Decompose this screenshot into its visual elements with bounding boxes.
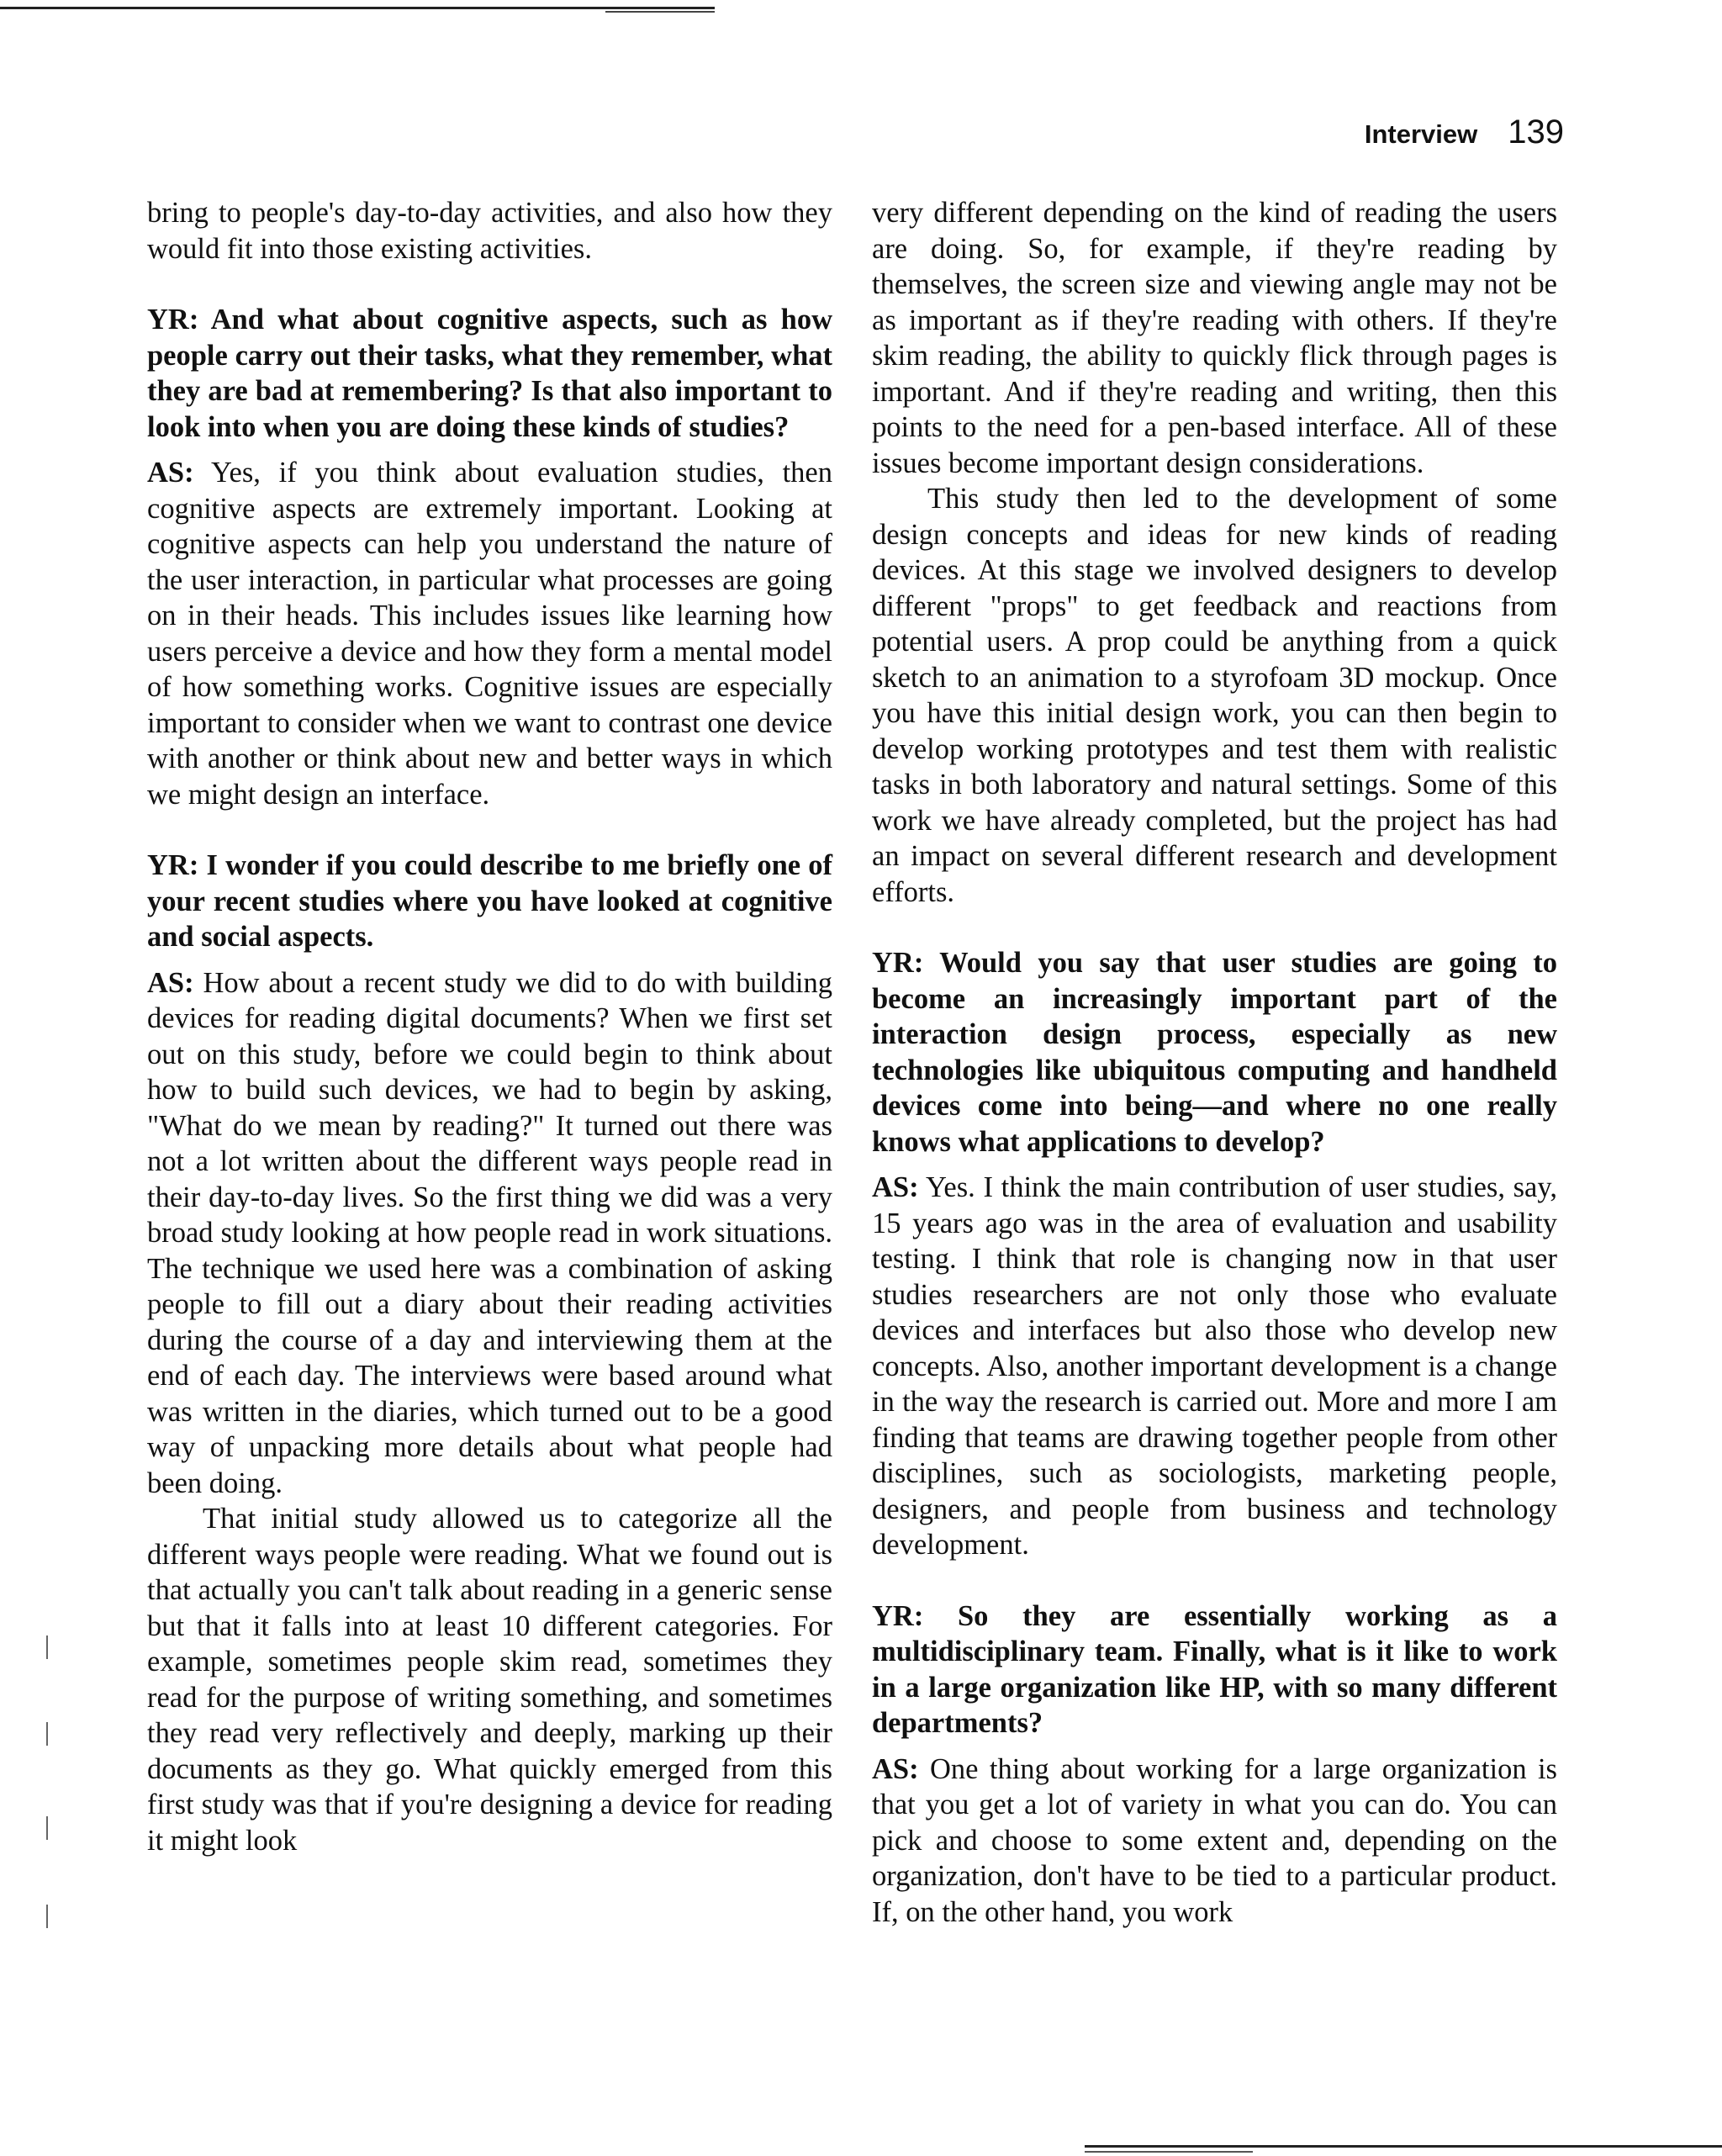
- speaker-label: AS:: [872, 1171, 919, 1203]
- page-header: [1345, 114, 1564, 156]
- margin-mark: [46, 1905, 48, 1928]
- margin-mark: [46, 1816, 48, 1840]
- answer: [872, 1752, 1557, 1931]
- speaker-label: AS:: [147, 966, 194, 999]
- margin-mark: [46, 1635, 48, 1659]
- right-column: [872, 195, 1557, 1930]
- margin-mark: [46, 1722, 48, 1746]
- bottom-rule-accent: [1085, 2151, 1253, 2153]
- paragraph: very different depending on the kind of reading the users are doing. So, for example, if they're reading by themselves, the screen size and viewing angle may not be as important as if they're reading with others. If they're skim reading, the ability to quickly flick through pages is important. And if they're reading and writing, then this points to the need for a pen-based interface. All of these issues become important design considerations.: [872, 197, 1557, 479]
- page-number: 139: [1508, 114, 1564, 151]
- top-rule: [0, 7, 715, 9]
- answer-text: Yes, if you think about evaluation studies, then cognitive aspects are extremely important. Looking at cognitive aspects can help you understand the nature of the user interaction, in particular what processes are going on in their heads. This includes issues like learning how users perceive a device and how they form a mental model of how something works. Cognitive issues are especially important to consider when we want to contrast one device with another or think about new and better ways in which we might design an interface.: [147, 457, 832, 811]
- question: YR: So they are essentially working as a multidisciplinary team. Finally, what is it like to work in a large organization like HP, with so many different departments?: [872, 1599, 1557, 1739]
- question: YR: Would you say that user studies are going to become an increasingly important part of the interaction design process, especially as new technologies like ubiquitous computing and handheld devices come into being—and where no one really knows what applications to develop?: [872, 947, 1557, 1158]
- left-column: [147, 195, 832, 1858]
- bottom-rule: [1085, 2145, 1722, 2148]
- answer-text: Yes. I think the main contribution of user studies, say, 15 years ago was in the area of evaluation and usability testing. I think that role is changing now in that user studies researchers are not only those who evaluate devices and interfaces but also those who develop new concepts. Also, another important development is a change in the way the research is carried out. More and more I am finding that teams are drawing together people from other disciplines, such as sociologists, marketing people, designers, and people from business and technology development.: [872, 1171, 1557, 1561]
- answer-text: One thing about working for a large organization is that you get a lot of variety in what you can do. You can pick and choose to some extent and, depending on the organization, don't have to be tied to a particular product. If, on the other hand, you work: [872, 1752, 1557, 1928]
- answer: [872, 1170, 1557, 1563]
- question: YR: I wonder if you could describe to me briefly one of your recent studies where you have looked at cognitive and social aspects.: [147, 849, 832, 953]
- answer: [147, 965, 832, 1502]
- answer-text: How about a recent study we did to do with building devices for reading digital documents? When we first set out on this study, before we could begin to think about how to build such devices, we had to begin by asking, "What do we mean by reading?" It turned out there was not a lot written about the different ways people read in their day-to-day lives. So the first thing we did was a very broad study looking at how people read in work situations. The technique we used here was a combination of asking people to fill out a diary about their reading activities during the course of a day and interviewing them at the end of each day. The interviews were based around what was written in the diaries, which turned out to be a good way of unpacking more details about what people had been doing.: [147, 966, 832, 1499]
- question: YR: And what about cognitive aspects, such as how people carry out their tasks, what they remember, what they are bad at remembering? Is that also important to look into when you are doing these kinds of studies?: [147, 304, 832, 443]
- paragraph: That initial study allowed us to categorize all the different ways people were reading. What we found out is that actually you can't talk about reading in a generic sense but that it falls into at least 10 different categories. For example, sometimes people skim read, sometimes they read for the purpose of writing something, and sometimes they read very reflectively and deeply, marking up their documents as they go. What quickly emerged from this first study was that if you're designing a device for reading it might look: [147, 1503, 832, 1857]
- paragraph: bring to people's day-to-day activities, and also how they would fit into those existing activities.: [147, 197, 832, 265]
- paragraph: This study then led to the development of some design concepts and ideas for new kinds of reading devices. At this stage we involved designers to develop different "props" to get feedback and reactions from potential users. A prop could be anything from a quick sketch to an animation to a styrofoam 3D mockup. Once you have this initial design work, you can then begin to develop working prototypes and test them with realistic tasks in both laboratory and natural settings. Some of this work we have already completed, but the project has had an impact on several different research and development efforts.: [872, 483, 1557, 908]
- running-head: Interview: [1364, 119, 1478, 149]
- speaker-label: AS:: [147, 457, 194, 489]
- top-rule-accent: [605, 11, 715, 13]
- speaker-label: AS:: [872, 1752, 919, 1785]
- answer: [147, 455, 832, 812]
